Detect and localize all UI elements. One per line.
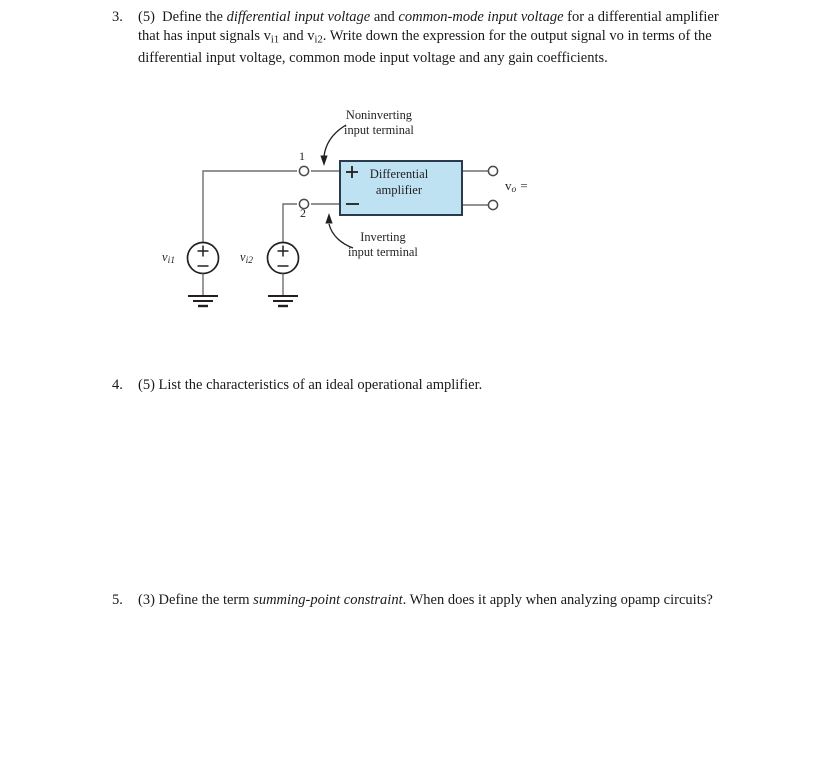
amplifier-label-line2: amplifier [375, 183, 423, 197]
output-voltage-symbol: v [505, 178, 512, 193]
question-5 [112, 591, 732, 610]
question-3-subscript-i1: i1 [270, 33, 280, 45]
question-3-number: 3. [112, 9, 123, 25]
question-3-points: (5) [138, 9, 155, 25]
inverting-input-terminal-label [348, 230, 418, 259]
output-voltage-equals: = [516, 178, 529, 193]
question-5-number: 5. [112, 592, 123, 608]
ground-symbol-vi2 [268, 296, 298, 306]
question-3-mid3: and v [279, 27, 315, 44]
noninverting-label-line1: Noninverting [345, 108, 412, 122]
noninverting-label-line2: input terminal [344, 122, 414, 137]
question-4-text [138, 376, 482, 395]
voltage-source-vi1 [188, 243, 219, 297]
output-voltage-subscript: o [511, 184, 517, 195]
question-3-tail: . Write down the expression for the output signal vo in terms of the differential input voltage, common mode input voltage and any gain coefficients. [138, 27, 712, 67]
question-3-text [138, 8, 732, 68]
source-vi2-symbol: v [240, 250, 246, 264]
inverting-label-line2: input terminal [348, 244, 418, 259]
node-1-label: 1 [299, 149, 305, 163]
noninverting-input-terminal-label [344, 108, 414, 137]
question-3-mid2: for a differential amplifier that has input signals v [138, 9, 719, 44]
question-3-subscript-i2: i2 [314, 33, 323, 45]
differential-amplifier-circuit-diagram [150, 100, 570, 330]
question-3-mid1: and [370, 9, 399, 25]
question-4-number: 4. [112, 377, 123, 393]
question-4 [112, 376, 732, 395]
input-terminal-node-1 [299, 166, 308, 175]
output-terminal-top [488, 166, 497, 175]
source-vi1-symbol: v [162, 250, 168, 264]
noninverting-terminal-leader-arrow [320, 125, 346, 166]
amplifier-block-label [344, 166, 454, 198]
question-5-text [138, 591, 732, 610]
amplifier-label-line1: Differential [369, 167, 429, 181]
question-3 [112, 8, 732, 68]
question-3-lead: Define the [162, 9, 227, 25]
node-2-label: 2 [300, 206, 306, 220]
question-5-points: (3) [138, 592, 155, 608]
question-3-emph-differential-input-voltage: differential input voltage [226, 9, 371, 25]
question-5-lead: Define the term [158, 592, 254, 608]
output-terminal-bottom [488, 200, 497, 209]
inverting-label-line1: Inverting [360, 230, 406, 244]
question-5-tail: . When does it apply when analyzing opamp circuits? [402, 592, 713, 608]
source-vi1-label [162, 250, 175, 266]
question-4-points: (5) [138, 377, 155, 393]
voltage-source-vi2 [268, 243, 299, 297]
source-vi1-subscript: i1 [167, 255, 175, 266]
question-5-emph-summing-point-constraint: summing-point constraint [253, 592, 403, 608]
output-voltage-label [505, 178, 528, 195]
source-vi2-label [240, 250, 253, 266]
source-vi2-subscript: i2 [245, 255, 253, 266]
ground-symbol-vi1 [188, 296, 218, 306]
question-3-emph-common-mode-input-voltage: common-mode input voltage [398, 9, 564, 25]
question-4-body: List the characteristics of an ideal operational amplifier. [158, 377, 483, 393]
